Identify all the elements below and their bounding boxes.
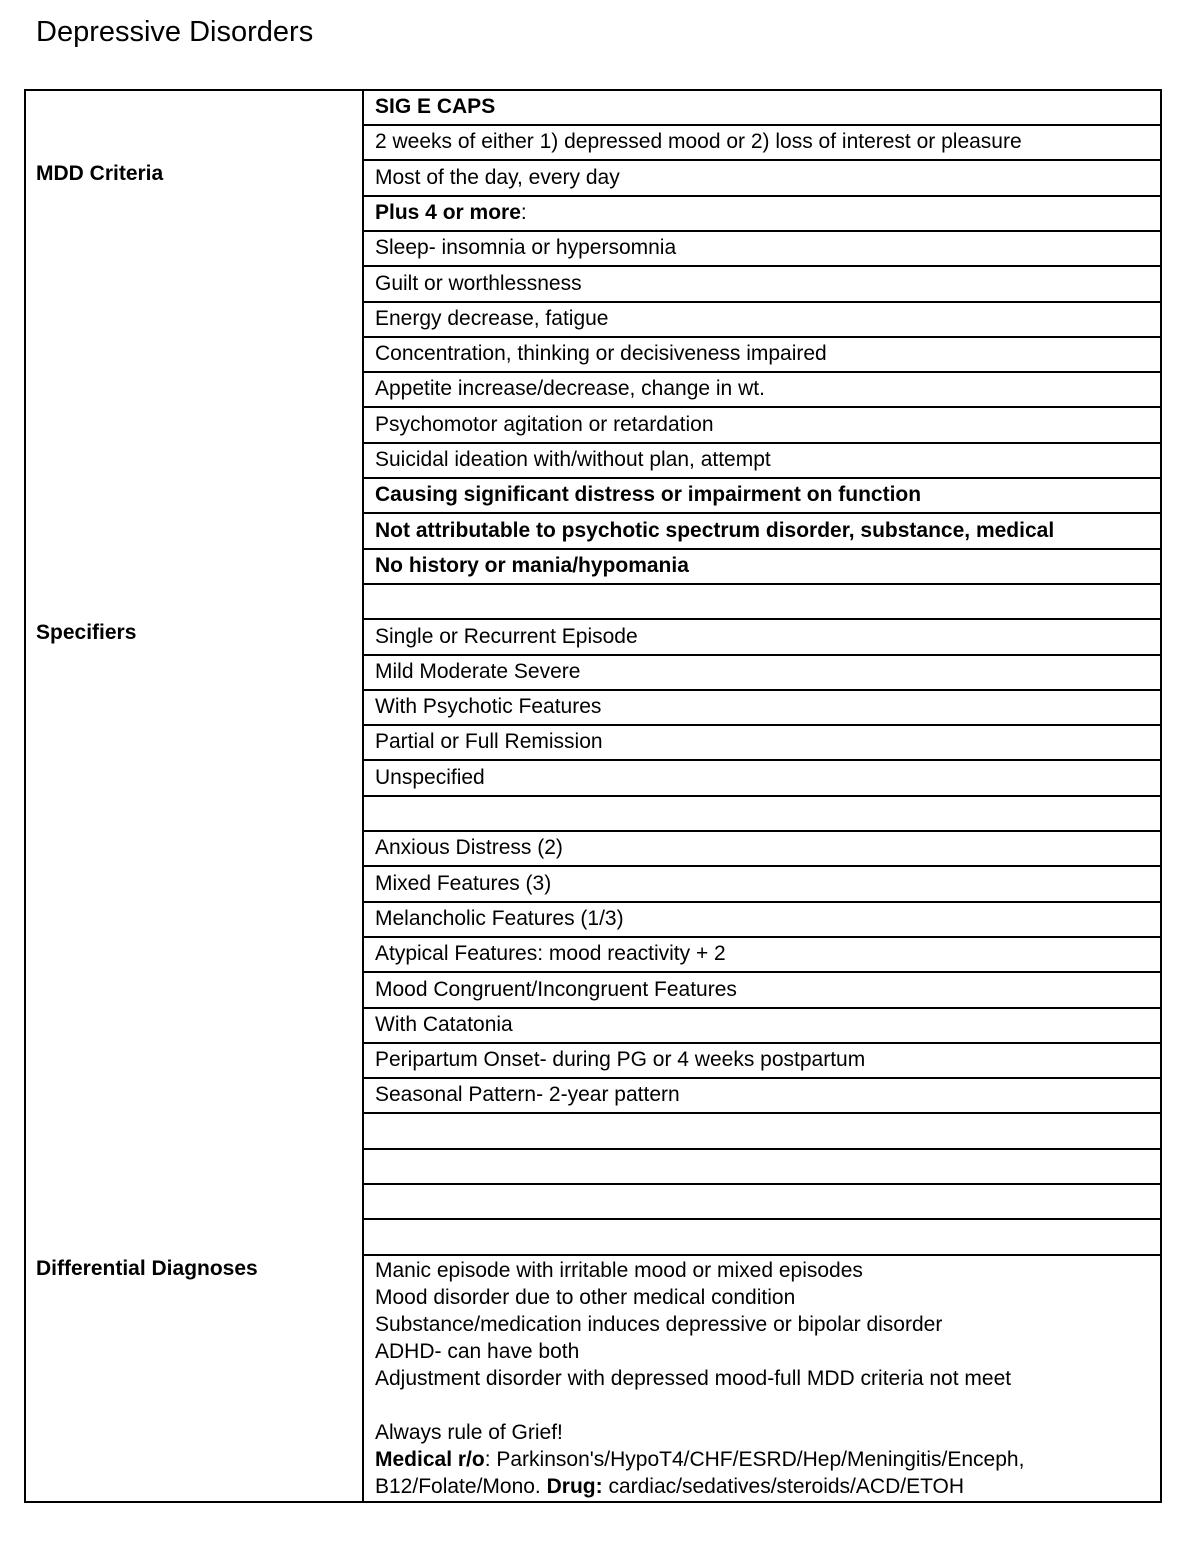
section-label-mdd-criteria: MDD Criteria <box>36 162 164 185</box>
criteria-row <box>364 938 1160 973</box>
criteria-row-text: No history or mania/hypomania <box>375 553 689 577</box>
criteria-row-empty <box>364 585 1160 620</box>
criteria-row-text: With Catatonia <box>375 1012 513 1036</box>
criteria-row-text: SIG E CAPS <box>375 95 496 118</box>
criteria-row <box>364 232 1160 267</box>
criteria-row-text: Unspecified <box>375 765 485 789</box>
criteria-row-text: Seasonal Pattern- 2-year pattern <box>375 1083 680 1107</box>
criteria-row <box>364 515 1160 550</box>
criteria-row-text: Energy decrease, fatigue <box>375 306 609 330</box>
criteria-row <box>364 373 1160 408</box>
criteria-row <box>364 338 1160 373</box>
criteria-row-empty <box>364 797 1160 832</box>
page-title: Depressive Disorders <box>36 16 314 48</box>
criteria-row-bold-text: Plus 4 or more <box>375 200 521 224</box>
criteria-row-text: Suicidal ideation with/without plan, attempt <box>375 448 771 471</box>
differential-item: Substance/medication induces depressive or bipolar disorder <box>375 1313 943 1336</box>
criteria-row <box>364 974 1160 1009</box>
section-label-specifiers: Specifiers <box>36 621 137 644</box>
criteria-row <box>364 444 1160 479</box>
left-column <box>24 89 364 1503</box>
criteria-row-text: Melancholic Features (1/3) <box>375 906 624 930</box>
criteria-row <box>364 1044 1160 1079</box>
criteria-row-empty <box>364 1221 1160 1256</box>
criteria-row <box>364 691 1160 726</box>
criteria-row <box>364 479 1160 514</box>
medical-rule-out-label: Medical r/o <box>375 1448 485 1471</box>
criteria-row <box>364 868 1160 903</box>
criteria-row <box>364 1079 1160 1114</box>
medical-rule-out-line <box>375 1446 1024 1473</box>
criteria-row <box>364 621 1160 656</box>
medical-rule-out-text: : Parkinson's/HypoT4/CHF/ESRD/Hep/Meningitis/Enceph, <box>484 1448 1025 1471</box>
differential-item: Always rule of Grief! <box>375 1421 563 1444</box>
criteria-row-text: Concentration, thinking or decisiveness impaired <box>375 342 827 366</box>
criteria-row <box>364 832 1160 867</box>
criteria-row-text: Sleep- insomnia or hypersomnia <box>375 236 677 260</box>
criteria-row-text: Peripartum Onset- during PG or 4 weeks postpartum <box>375 1048 866 1072</box>
criteria-row <box>364 762 1160 797</box>
criteria-row <box>364 726 1160 761</box>
criteria-row-text: Causing significant distress or impairment on function <box>375 483 922 507</box>
criteria-row-text: Appetite increase/decrease, change in wt. <box>375 377 765 401</box>
medical-rule-out-continued: B12/Folate/Mono. <box>375 1475 547 1498</box>
differential-item <box>375 1392 1024 1419</box>
drug-text: cardiac/sedatives/steroids/ACD/ETOH <box>602 1475 965 1498</box>
criteria-row-text <box>375 200 527 226</box>
differential-list <box>375 1257 1024 1500</box>
criteria-column <box>362 89 1162 1503</box>
criteria-row-text: Not attributable to psychotic spectrum disorder, substance, medical <box>375 518 1055 542</box>
criteria-row-text: 2 weeks of either 1) depressed mood or 2) loss of interest or pleasure <box>375 130 1022 154</box>
criteria-row-text: Mixed Features (3) <box>375 871 552 895</box>
criteria-row-text: Mood Congruent/Incongruent Features <box>375 977 737 1001</box>
criteria-row-text: With Psychotic Features <box>375 695 602 719</box>
criteria-row-empty <box>364 1150 1160 1185</box>
criteria-row-text: Psychomotor agitation or retardation <box>375 412 714 436</box>
criteria-row <box>364 162 1160 197</box>
differential-item: Adjustment disorder with depressed mood-full MDD criteria not meet <box>375 1367 1012 1390</box>
criteria-row <box>364 91 1160 126</box>
criteria-row-text: Single or Recurrent Episode <box>375 624 638 648</box>
differential-item: Mood disorder due to other medical condition <box>375 1286 796 1309</box>
criteria-row-suffix: : <box>520 200 527 224</box>
criteria-row <box>364 303 1160 338</box>
criteria-row <box>364 126 1160 161</box>
differential-diagnoses-cell <box>364 1257 1160 1501</box>
differential-item: Manic episode with irritable mood or mixed episodes <box>375 1259 863 1282</box>
criteria-row-text: Partial or Full Remission <box>375 730 603 754</box>
criteria-row <box>364 197 1160 232</box>
criteria-row <box>364 903 1160 938</box>
criteria-row <box>364 268 1160 303</box>
criteria-row-text: Anxious Distress (2) <box>375 836 563 860</box>
criteria-row-text: Mild Moderate Severe <box>375 659 581 683</box>
criteria-row <box>364 409 1160 444</box>
criteria-row-text: Guilt or worthlessness <box>375 271 582 295</box>
differential-item: ADHD- can have both <box>375 1340 580 1363</box>
section-label-differential-diagnoses: Differential Diagnoses <box>36 1257 258 1280</box>
criteria-row-empty <box>364 1185 1160 1220</box>
criteria-row-text: Most of the day, every day <box>375 165 620 189</box>
drug-label: Drug: <box>546 1475 603 1498</box>
criteria-row <box>364 550 1160 585</box>
drug-line <box>375 1473 1024 1500</box>
criteria-row <box>364 656 1160 691</box>
criteria-row <box>364 1009 1160 1044</box>
criteria-row-text: Atypical Features: mood reactivity + 2 <box>375 942 726 966</box>
criteria-row-empty <box>364 1115 1160 1150</box>
